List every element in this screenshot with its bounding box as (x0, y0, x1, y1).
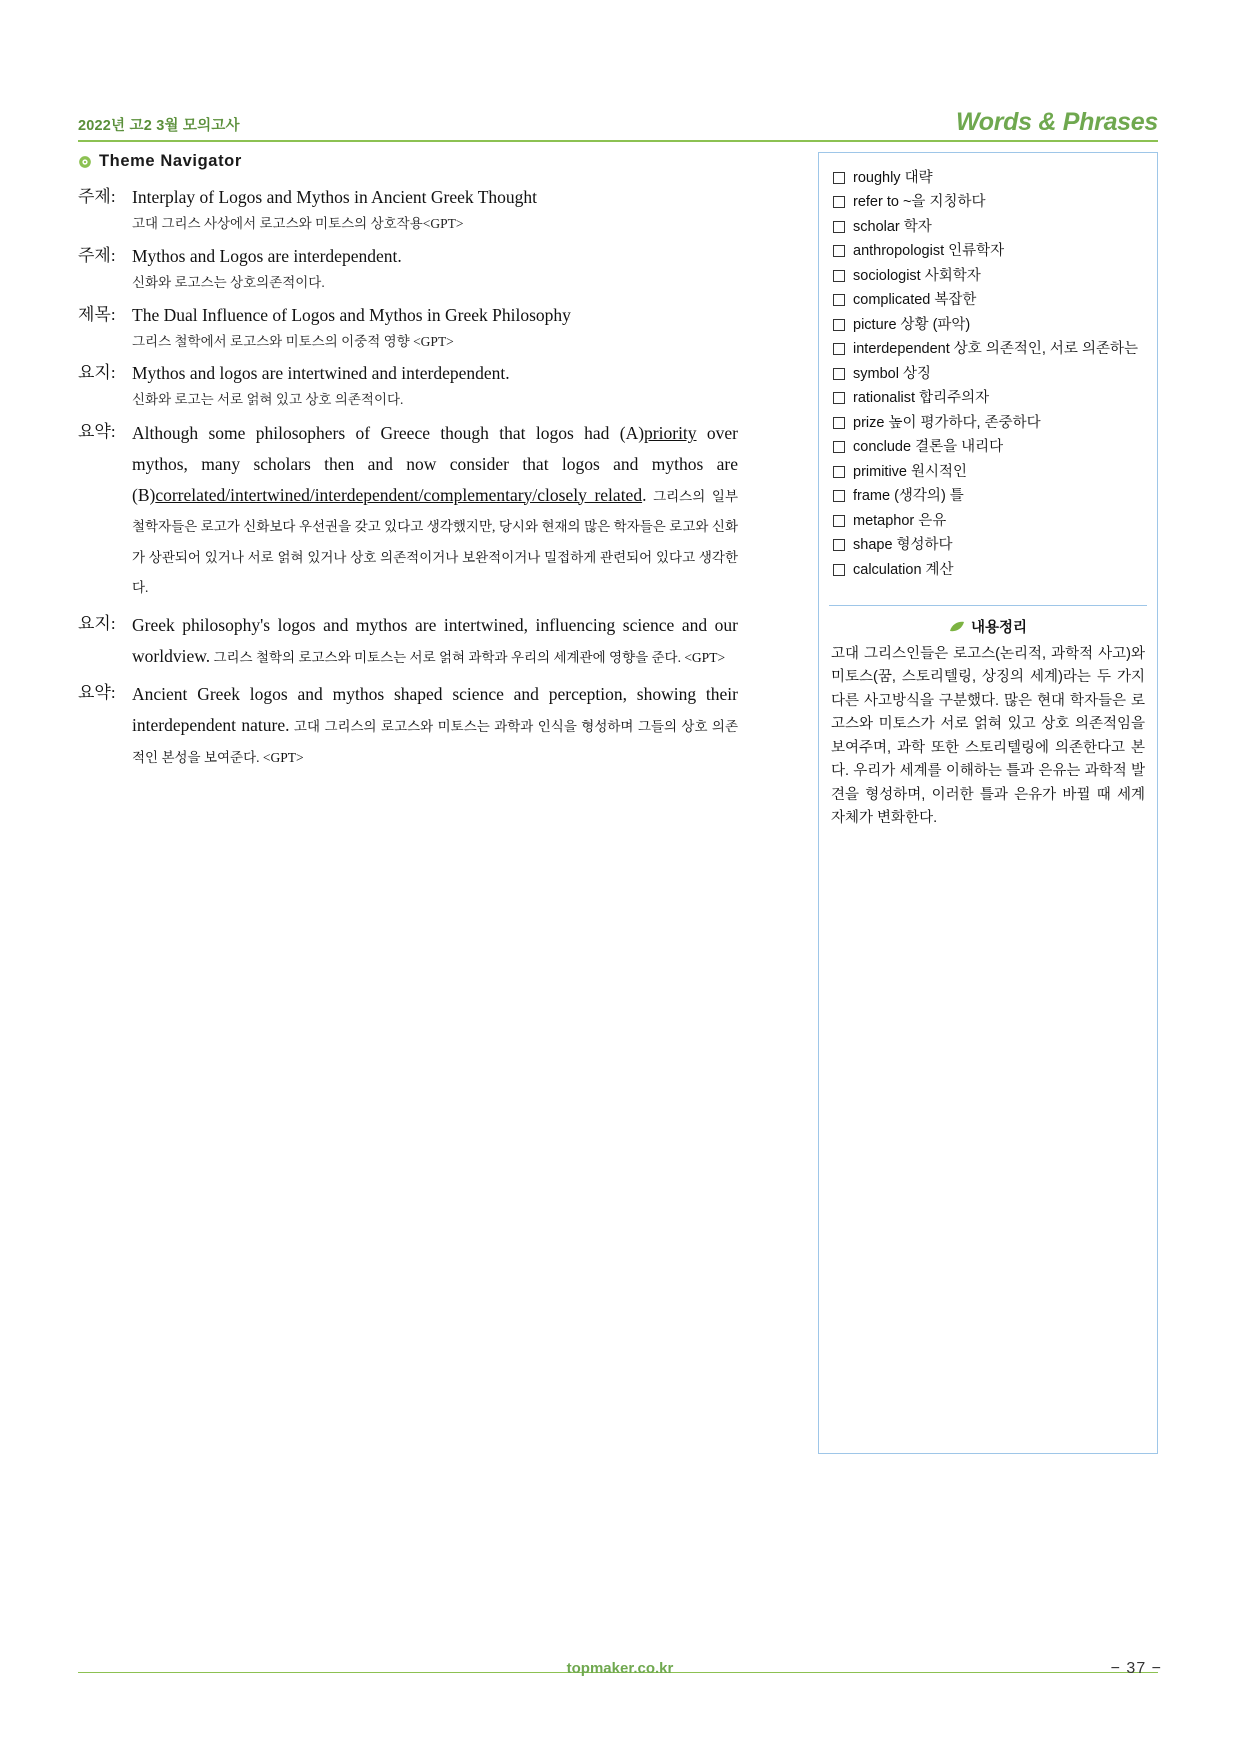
checkbox-icon[interactable] (833, 196, 845, 208)
list-item[interactable] (833, 314, 1145, 336)
checkbox-icon[interactable] (833, 539, 845, 551)
main-content (78, 152, 738, 779)
vocab-text: conclude 결론을 내리다 (853, 439, 1004, 456)
checkbox-icon[interactable] (833, 319, 845, 331)
entry-english: Mythos and logos are intertwined and interdependent. (132, 363, 510, 384)
vocabulary-list (819, 153, 1157, 593)
entry-english: The Dual Influence of Logos and Mythos in Greek Philosophy (132, 304, 571, 325)
entry-row (78, 301, 738, 354)
abstract-en: Ancient Greek logos and mythos shaped science and perception, showing their interdependent nature. (132, 684, 738, 735)
list-item[interactable] (833, 167, 1145, 189)
checkbox-icon[interactable] (833, 417, 845, 429)
vocab-text: metaphor 은유 (853, 512, 947, 529)
entry-label: 요지: (78, 363, 116, 383)
summary-underline-b: correlated/intertwined/interdependent/complementary/closely related (155, 484, 643, 505)
page-number: − 37 − (1110, 1660, 1162, 1677)
list-item[interactable] (833, 510, 1145, 532)
abstract-text (132, 679, 738, 771)
entry-row (78, 183, 738, 236)
gist-en: Greek philosophy's logos and mythos are intertwined, influencing science and our worldview. (132, 615, 738, 666)
content-summary-title: 내용정리 (970, 619, 1028, 636)
summary-en-3: . (642, 484, 647, 505)
gist-label: 요지: (78, 614, 116, 633)
summary-text (132, 418, 738, 602)
entry-label: 주제: (78, 245, 116, 265)
list-item[interactable] (833, 265, 1145, 287)
checkbox-icon[interactable] (833, 245, 845, 257)
vocab-text: prize 높이 평가하다, 존중하다 (853, 414, 1041, 431)
leaf-icon (949, 620, 965, 632)
vocab-text: primitive 원시적인 (853, 463, 968, 480)
summary-en-1: Although some philosophers of Greece though that logos had (A) (132, 423, 645, 444)
gist-paragraph (78, 610, 738, 671)
gear-icon (78, 155, 92, 169)
content-summary-heading (829, 616, 1147, 637)
theme-navigator-title: Theme Navigator (99, 152, 242, 170)
gist-text (132, 610, 738, 671)
list-item[interactable] (833, 240, 1145, 262)
vocab-text: complicated 복잡한 (853, 292, 977, 309)
entry-row (78, 359, 738, 412)
checkbox-icon[interactable] (833, 564, 845, 576)
checkbox-icon[interactable] (833, 368, 845, 380)
entry-label: 제목: (78, 304, 116, 324)
words-phrases-panel (818, 152, 1158, 1454)
checkbox-icon[interactable] (833, 441, 845, 453)
list-item[interactable] (833, 338, 1145, 360)
list-item[interactable] (833, 387, 1145, 409)
abstract-label: 요약: (78, 683, 116, 703)
vocab-text: scholar 학자 (853, 218, 932, 235)
exam-label: 2022년 고2 3월 모의고사 (78, 118, 240, 134)
section-title: Words & Phrases (955, 108, 1158, 136)
checkbox-icon[interactable] (833, 515, 845, 527)
checkbox-icon[interactable] (833, 466, 845, 478)
abstract-ko: 고대 그리스의 로고스와 미토스는 과학과 인식을 형성하며 그들의 상호 의존적인 본성을 보여준다. <GPT> (132, 718, 738, 765)
entry-korean: 그리스 철학에서 로고스와 미토스의 이중적 영향 <GPT> (132, 333, 454, 349)
vocab-text: rationalist 합리주의자 (853, 390, 990, 407)
vocab-text: calculation 계산 (853, 561, 954, 578)
vocab-text: roughly 대략 (853, 170, 933, 186)
vocab-text: interdependent 상호 의존적인, 서로 의존하는 (853, 341, 1138, 358)
vocab-text: shape 형성하다 (853, 537, 953, 554)
gist-ko: 그리스 철학의 로고스와 미토스는 서로 얽혀 과학과 우리의 세계관에 영향을 준다. <GPT> (210, 649, 726, 665)
list-item[interactable] (833, 289, 1145, 311)
page-header (78, 108, 1158, 140)
vocab-text: refer to ~을 지칭하다 (853, 194, 986, 211)
vocab-text: symbol 상징 (853, 365, 931, 382)
checkbox-icon[interactable] (833, 294, 845, 306)
list-item[interactable] (833, 559, 1145, 581)
checkbox-icon[interactable] (833, 172, 845, 184)
summary-underline-a: priority (644, 423, 697, 444)
checkbox-icon[interactable] (833, 270, 845, 282)
list-item[interactable] (833, 461, 1145, 483)
summary-label: 요약: (78, 422, 116, 442)
entry-english: Mythos and Logos are interdependent. (132, 245, 402, 266)
entry-korean: 신화와 로고는 서로 얽혀 있고 상호 의존적이다. (132, 392, 404, 408)
entry-korean: 고대 그리스 사상에서 로고스와 미토스의 상호작용<GPT> (132, 215, 464, 231)
abstract-paragraph (78, 679, 738, 771)
summary-en-2: over mythos, many scholars then and now consider that logos and mythos are (B) (132, 423, 738, 505)
theme-navigator-heading (78, 152, 738, 171)
checkbox-icon[interactable] (833, 392, 845, 404)
summary-ko: 그리스의 일부 철학자들은 로고가 신화보다 우선권을 갖고 있다고 생각했지만, 당시와 현재의 많은 학자들은 로고와 신화가 상관되어 있거나 서로 얽혀 있거나 상호 의존적이거나 보완적이거나 밀접하게 관련되어 있다고 생각한다. (132, 488, 738, 596)
list-item[interactable] (833, 191, 1145, 213)
entry-english: Interplay of Logos and Mythos in Ancient Greek Thought (132, 187, 538, 207)
list-item[interactable] (833, 363, 1145, 385)
list-item[interactable] (833, 485, 1145, 507)
vocab-text: sociologist 사회학자 (853, 267, 981, 284)
checkbox-icon[interactable] (833, 221, 845, 233)
summary-paragraph (78, 418, 738, 602)
checkbox-icon[interactable] (833, 343, 845, 355)
checkbox-icon[interactable] (833, 490, 845, 502)
vocab-text: picture 상황 (파악) (853, 316, 971, 333)
list-item[interactable] (833, 436, 1145, 458)
list-item[interactable] (833, 412, 1145, 434)
entry-korean: 신화와 로고스는 상호의존적이다. (132, 274, 325, 290)
vocab-text: frame (생각의) 틀 (853, 488, 964, 505)
vocab-text: anthropologist 인류학자 (853, 243, 1005, 260)
entry-row (78, 242, 738, 295)
header-divider (78, 140, 1158, 142)
entry-label: 주제: (78, 187, 116, 206)
list-item[interactable] (833, 534, 1145, 556)
content-summary-section (829, 605, 1147, 831)
list-item[interactable] (833, 216, 1145, 238)
footer-site[interactable]: topmaker.co.kr (566, 1660, 674, 1677)
content-summary-body: 고대 그리스인들은 로고스(논리적, 과학적 사고)와 미토스(꿈, 스토리텔링, 상징의 세계)라는 두 가지 다른 사고방식을 구분했다. 많은 현대 학자들은 로고스와 미토스가 서로 얽혀 있고 상호 의존적임을 보여주며, 과학 또한 스토리텔링에 의존한다고 본다. 우리가 세계를 이해하는 틀과 은유는 과학적 발견을 형성하며, 이러한 틀과 은유가 바뀔 때 세계 자체가 변화한다. (831, 645, 1145, 827)
